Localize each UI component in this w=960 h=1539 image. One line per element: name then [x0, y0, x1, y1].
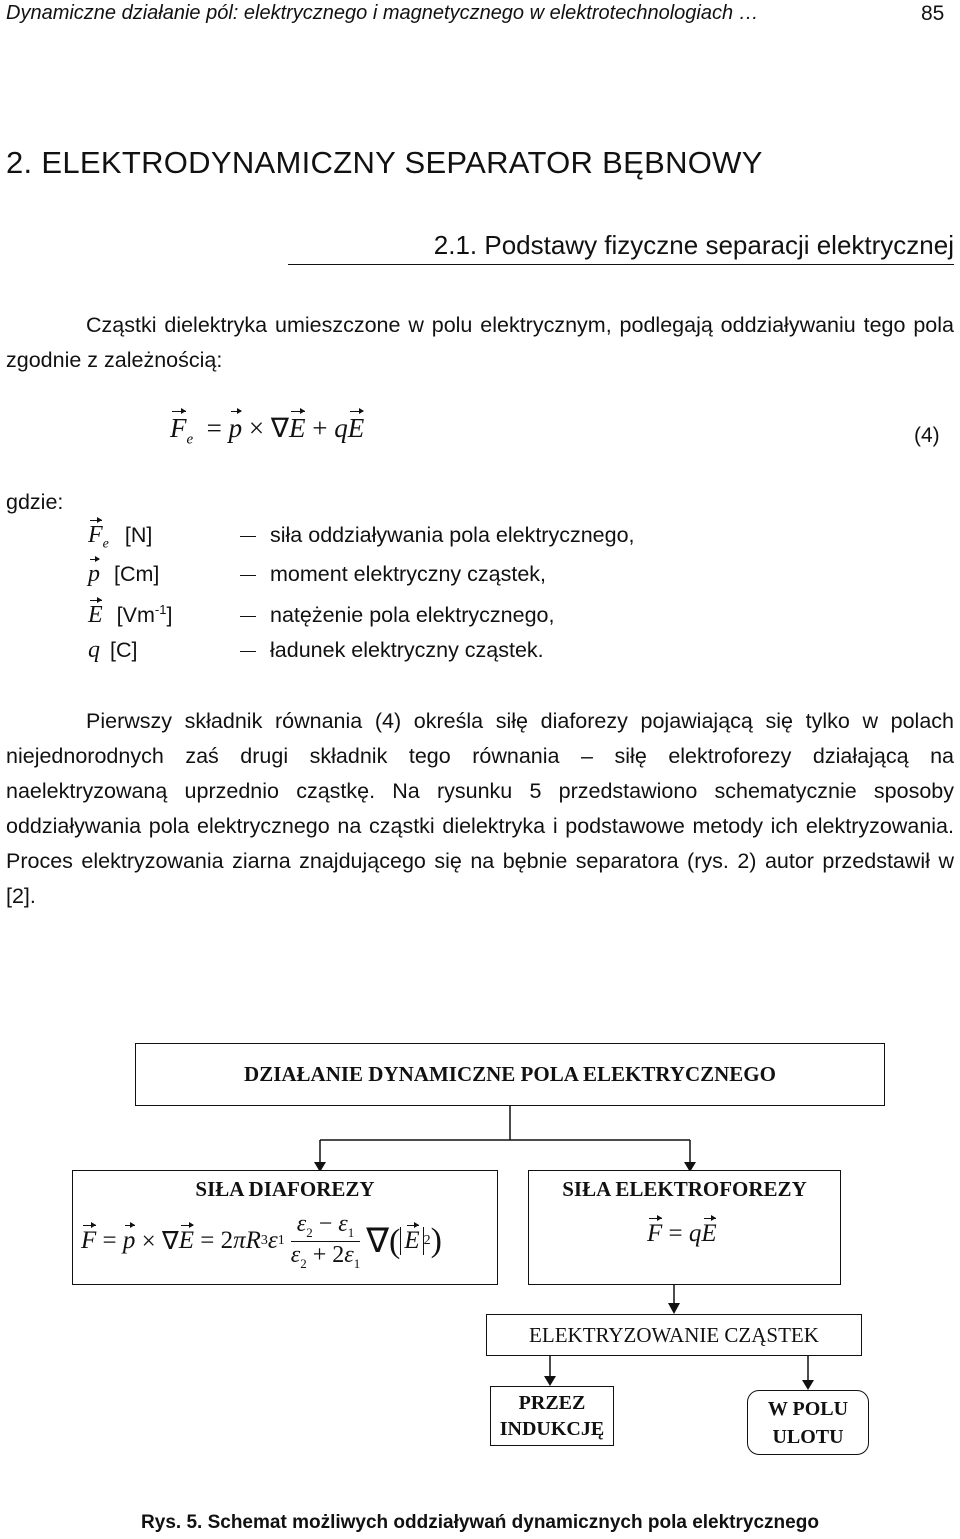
- symbol: E: [88, 602, 103, 629]
- body-paragraph: Pierwszy składnik równania (4) określa siłę diaforezy pojawiającą się tylko w polach niejednorodnych zaś drugi składnik tego równania – siłę elektroforezy działającą na naelektryzowaną uprzednio cząstkę. Na rysunku 5 przedstawiono schematycznie sposoby oddziaływania pola elektrycznego na cząstki dielektryka i podstawowe metody ich elektryzowania. Proces elektryzowania ziarna znajdującego się na bębnie separatora (rys. 2) autor przedstawił w [2].: [6, 709, 954, 908]
- unit: [Cm]: [113, 562, 160, 586]
- induction-label: PRZEZ INDUKCJĘ: [499, 1392, 605, 1440]
- diaforeza-box: [72, 1170, 498, 1285]
- electrification-box: [486, 1314, 862, 1356]
- page-number: 85: [921, 2, 945, 25]
- unit: [N]: [124, 523, 153, 547]
- electrification-label: ELEKTRYZOWANIE CZĄSTEK: [529, 1322, 819, 1347]
- figure-caption: Rys. 5. Schemat możliwych oddziaływań dynamicznych pola elektrycznego: [141, 1512, 819, 1533]
- field-label: W POLU ULOTU: [767, 1397, 849, 1448]
- diaforeza-formula: F = p × ∇ E = 2 πR 3 ε 1 $\varepsilon_2 - \varepsilon_1$ $\varepsilon_2 + 2\varepsilon_1$ ∇( E 2 ): [81, 1211, 442, 1271]
- equation-4: $F_e = p \times \nabla E$ + qE: [170, 413, 365, 448]
- definition-row: $F_e$ [N]: [88, 522, 153, 552]
- elektroforeza-title: SIŁA ELEKTROFOREZY: [562, 1177, 807, 1201]
- unit: [C]: [109, 638, 138, 662]
- section-title: 2.1. Podstawy fizyczne separacji elektrycznej: [288, 230, 954, 265]
- elektroforeza-box: [528, 1170, 841, 1285]
- symbol: q: [88, 637, 100, 663]
- definition-desc: ładunek elektryczny cząstek.: [240, 638, 544, 663]
- unit: $[Vm^{-1}]$: [116, 602, 173, 628]
- diaforeza-title: SIŁA DIAFOREZY: [195, 1177, 375, 1201]
- top-box-label: DZIAŁANIE DYNAMICZNE POLA ELEKTRYCZNEGO: [244, 1062, 776, 1086]
- running-header: Dynamiczne działanie pól: elektrycznego i magnetycznego w elektrotechnologiach …: [6, 2, 759, 24]
- definitions-intro: gdzie:: [6, 490, 64, 514]
- elektroforeza-formula: F = qE: [647, 1220, 717, 1247]
- definition-desc: siła oddziaływania pola elektrycznego,: [240, 523, 635, 548]
- intro-paragraph: Cząstki dielektryka umieszczone w polu elektrycznym, podlegają oddziaływaniu tego pola zgodnie z zależnością:: [6, 313, 954, 372]
- field-box: [747, 1390, 869, 1455]
- symbol: p: [88, 561, 100, 587]
- equation-number: (4): [914, 424, 940, 447]
- definition-desc: natężenie pola elektrycznego,: [240, 603, 554, 628]
- induction-box: [490, 1386, 614, 1446]
- top-box: [135, 1043, 885, 1106]
- definition-desc: moment elektryczny cząstek,: [240, 562, 546, 587]
- chapter-title: 2. ELEKTRODYNAMICZNY SEPARATOR BĘBNOWY: [6, 145, 763, 180]
- symbol: F: [88, 522, 103, 548]
